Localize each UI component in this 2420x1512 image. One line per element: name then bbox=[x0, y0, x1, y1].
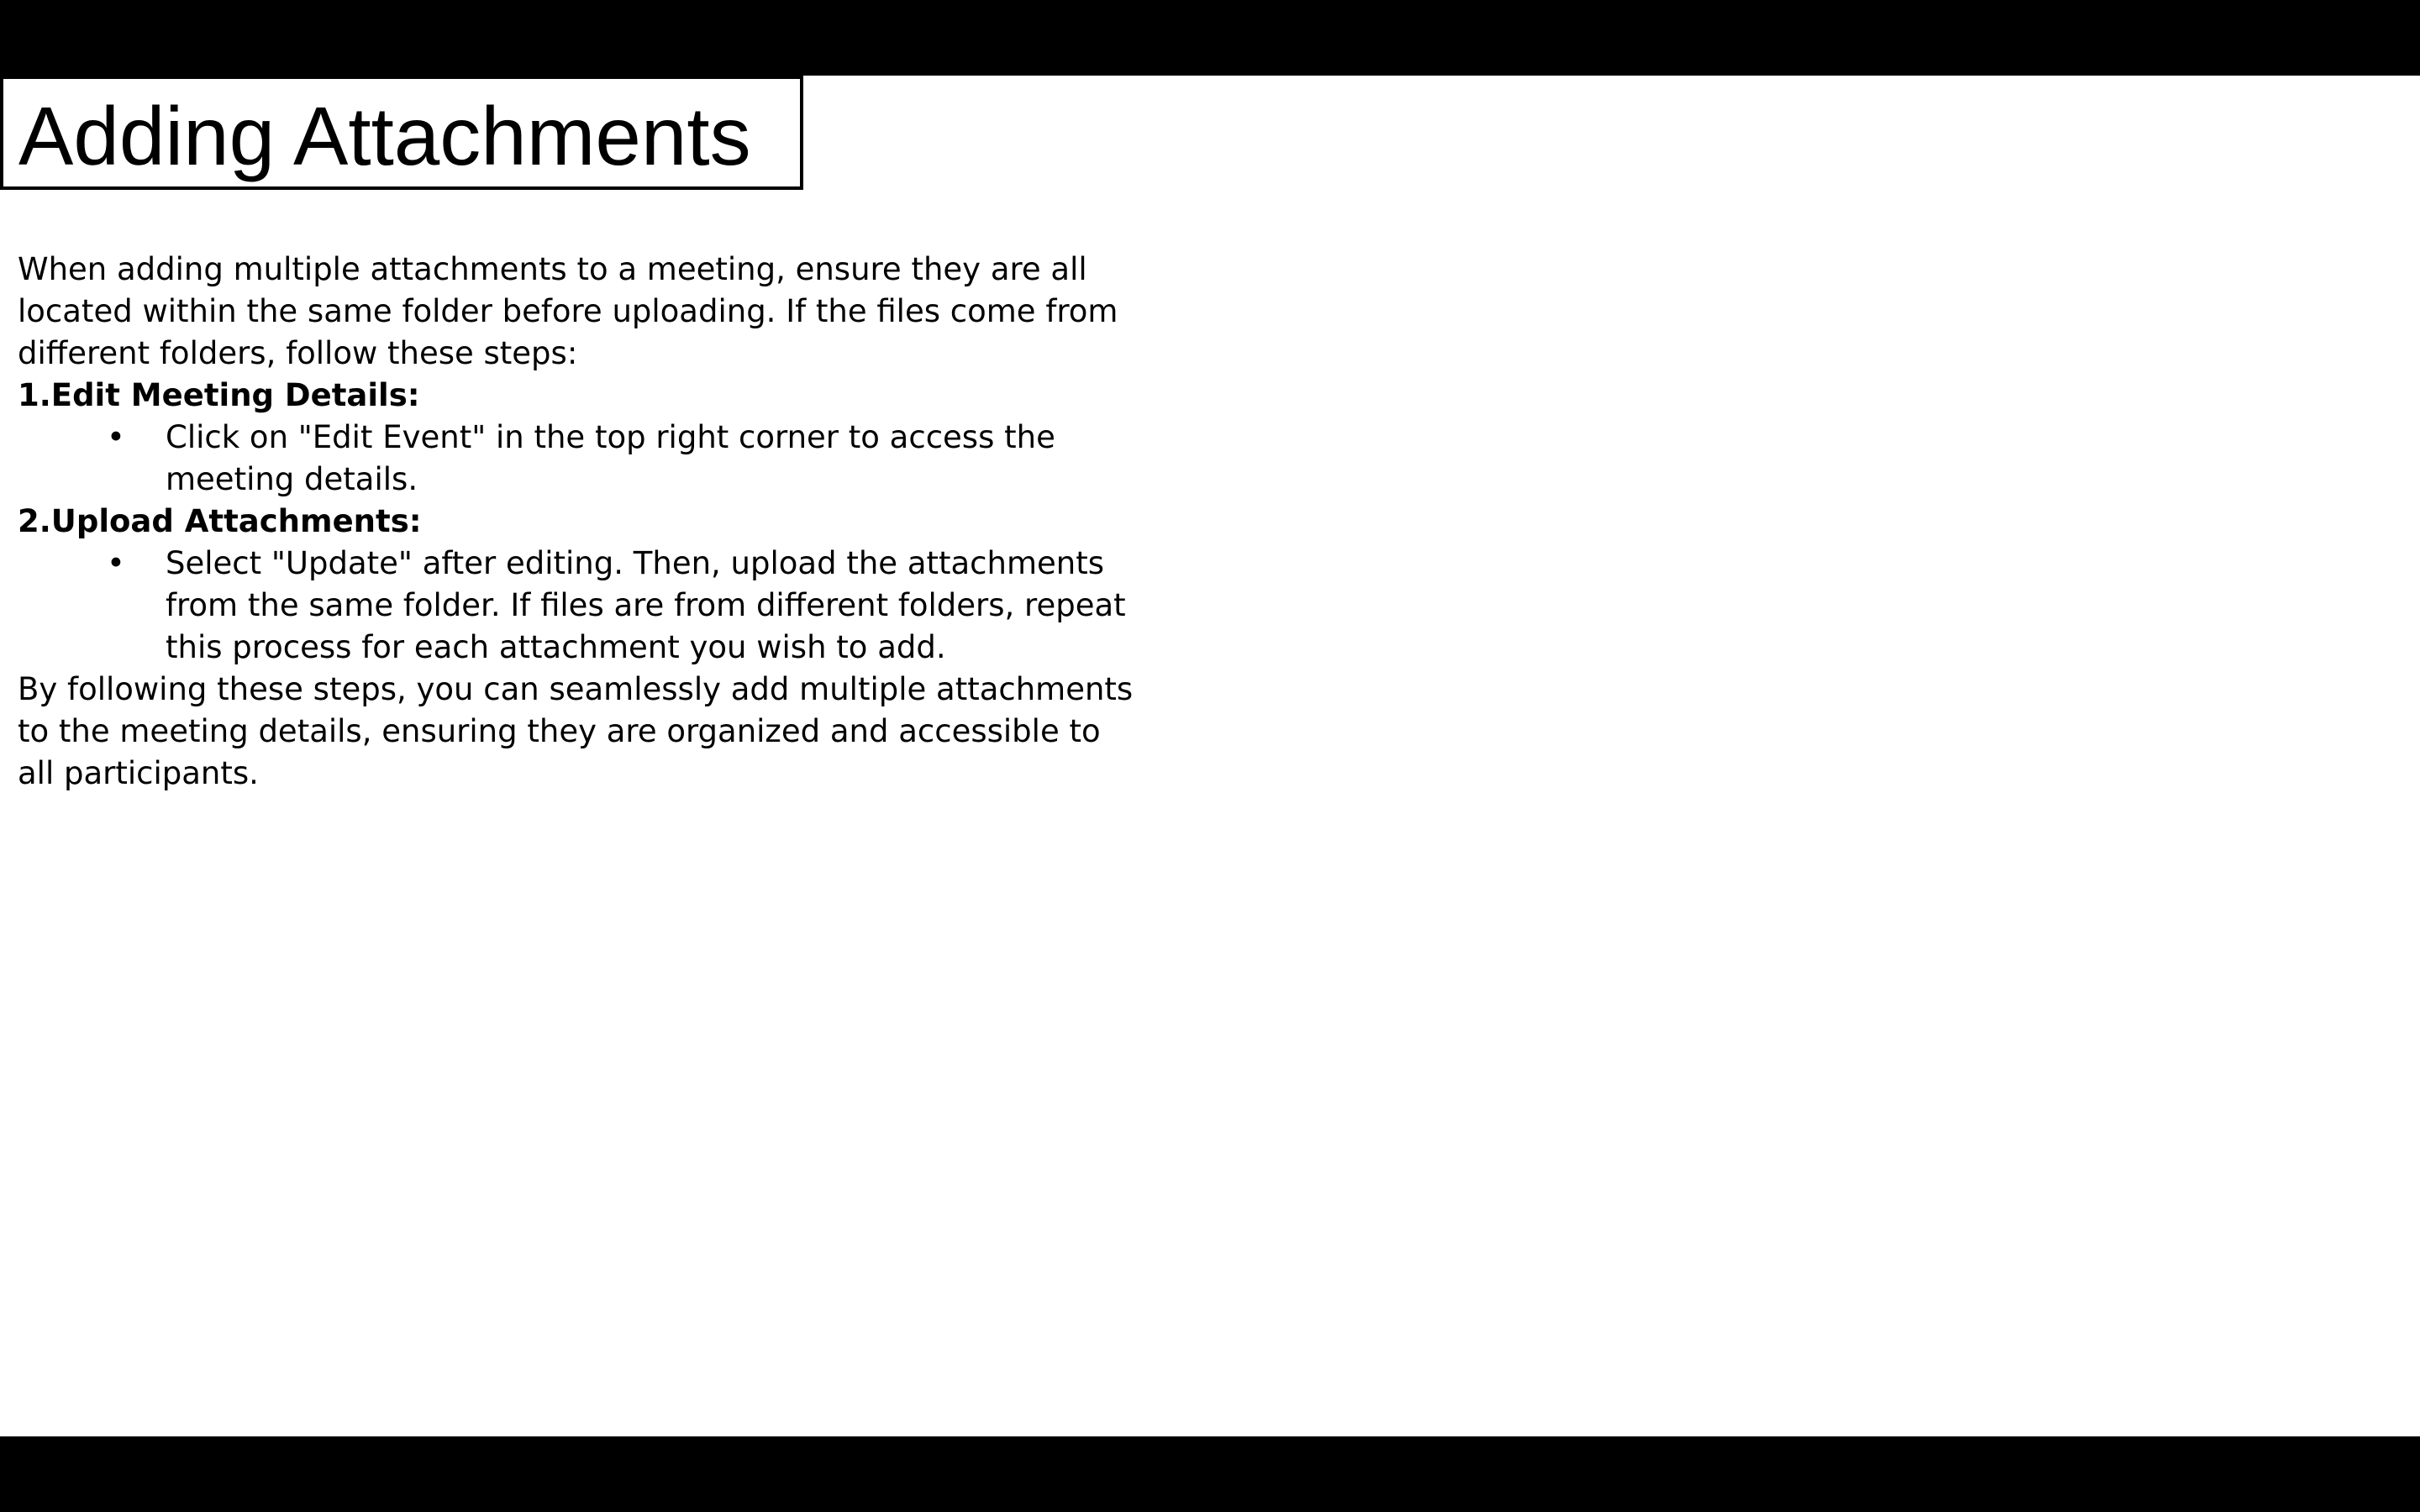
step-2-bullet bbox=[18, 543, 1135, 669]
step-1-bullet bbox=[18, 417, 1135, 501]
slide bbox=[0, 76, 2420, 1436]
step-2-bullet-text: Select "Update" after editing. Then, upload the attachments from the same folder. If files are from different folders, repeat this process for each attachment you wish to add. bbox=[166, 545, 1126, 665]
step-1-bullet-text: Click on "Edit Event" in the top right corner to access the meeting details. bbox=[166, 419, 1055, 497]
title-box bbox=[0, 76, 803, 190]
step-1-heading: 1.Edit Meeting Details: bbox=[18, 377, 420, 413]
bullet-icon: • bbox=[107, 419, 125, 455]
bullet-icon: • bbox=[107, 545, 125, 581]
step-2-heading: 2.Upload Attachments: bbox=[18, 503, 422, 539]
slide-body bbox=[18, 249, 1135, 795]
conclusion-paragraph: By following these steps, you can seamlessly add multiple attachments to the meeting details, ensuring they are organized and accessible to all participants. bbox=[18, 671, 1134, 791]
slide-title: Adding Attachments bbox=[18, 90, 751, 182]
intro-paragraph: When adding multiple attachments to a meeting, ensure they are all located within the same folder before uploading. If the files come from different folders, follow these steps: bbox=[18, 251, 1118, 371]
